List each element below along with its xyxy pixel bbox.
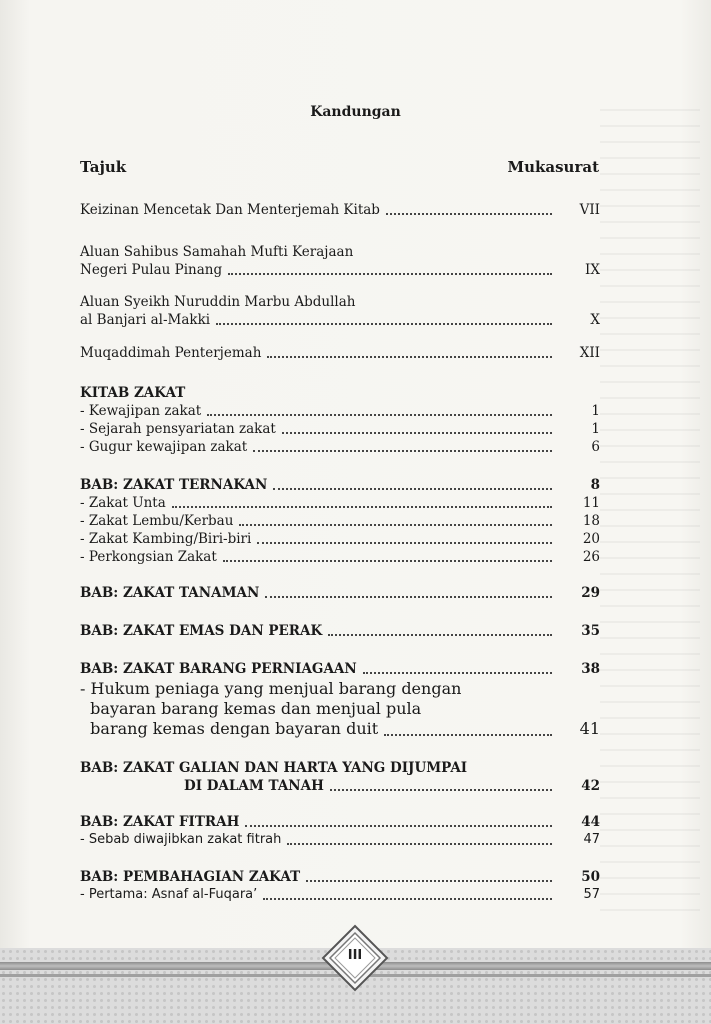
dot-leader [239, 524, 552, 526]
toc-entry-page: 1 [591, 421, 600, 437]
toc-entry-page: IX [585, 262, 600, 278]
toc-entry-title: Negeri Pulau Pinang [80, 262, 223, 278]
toc-entry-title: bayaran barang kemas dan menjual pula [80, 699, 422, 718]
dot-leader [306, 880, 552, 882]
toc-entry-title: - Zakat Kambing/Biri-biri [80, 531, 252, 547]
toc-entry-title: DI DALAM TANAH [184, 778, 324, 794]
toc-entry [80, 717, 600, 741]
toc-entry [80, 383, 600, 403]
toc-entry-page: 47 [583, 832, 600, 847]
toc-entry [80, 343, 600, 363]
toc-entry-page: X [590, 312, 600, 328]
dot-leader [265, 596, 552, 598]
toc-entry-title: Aluan Syeikh Nuruddin Marbu Abdullah [80, 294, 356, 310]
dot-leader [386, 213, 552, 215]
toc-entry-title: - Perkongsian Zakat [80, 549, 217, 565]
toc-entry-title: - Pertama: Asnaf al-Fuqara’ [80, 887, 258, 902]
toc-entry-title: Keizinan Mencetak Dan Menterjemah Kitab [80, 202, 380, 218]
dot-leader [207, 414, 552, 416]
dot-leader [245, 825, 552, 827]
toc-entry [80, 830, 600, 850]
toc-entry [80, 776, 600, 796]
toc-entry-page: 11 [582, 495, 600, 511]
show-through-text [600, 95, 700, 915]
toc-entry [80, 292, 600, 312]
dot-leader [172, 506, 552, 508]
toc-entry [80, 401, 600, 421]
toc-entry-page: 44 [581, 814, 600, 830]
toc-entry [80, 475, 600, 495]
toc-entry-page: 6 [591, 439, 600, 455]
toc-entry [80, 242, 600, 262]
toc-entry-page: 26 [582, 549, 600, 565]
toc-entry-page: 42 [581, 778, 600, 794]
dot-leader [273, 488, 552, 490]
toc-entry-title: barang kemas dengan bayaran duit [80, 719, 379, 738]
toc-entry-title: - Hukum peniaga yang menjual barang dengan [80, 679, 462, 698]
dot-leader [263, 898, 552, 900]
toc-entry-title: BAB: ZAKAT GALIAN DAN HARTA YANG DIJUMPAI [80, 760, 468, 776]
toc-entry-title: - Sebab diwajibkan zakat fitrah [80, 832, 282, 847]
page-number: III [347, 948, 363, 963]
toc-entry [80, 812, 600, 832]
toc-entry [80, 511, 600, 531]
toc-entry-title: - Zakat Lembu/Kerbau [80, 513, 234, 529]
toc-entry-page: 57 [583, 887, 600, 902]
toc-entry [80, 529, 600, 549]
toc-entry-title: - Sejarah pensyariatan zakat [80, 421, 276, 437]
toc-entry [80, 493, 600, 513]
dot-leader [216, 323, 552, 325]
toc-entry-title: - Gugur kewajipan zakat [80, 439, 248, 455]
toc-entry-title: al Banjari al-Makki [80, 312, 211, 328]
toc-entry-title: BAB: ZAKAT TERNAKAN [80, 477, 268, 493]
toc-entry-title: Aluan Sahibus Samahah Mufti Kerajaan [80, 244, 354, 260]
toc-entry-title: KITAB ZAKAT [80, 385, 186, 401]
toc-entry-title: BAB: ZAKAT TANAMAN [80, 585, 260, 601]
toc-entry [80, 200, 600, 220]
toc-entry-title: BAB: ZAKAT EMAS DAN PERAK [80, 623, 323, 639]
toc-entry [80, 419, 600, 439]
toc-entry-page: VII [579, 202, 600, 218]
dot-leader [253, 450, 552, 452]
toc-entry-page: 35 [581, 623, 600, 639]
toc-entry-title: BAB: ZAKAT FITRAH [80, 814, 240, 830]
dot-leader [228, 273, 552, 275]
toc-entry-page: 20 [582, 531, 600, 547]
dot-leader [287, 843, 552, 845]
toc-entry [80, 310, 600, 330]
toc-entry-page: 41 [579, 719, 600, 738]
toc-entry-title: Muqaddimah Penterjemah [80, 345, 262, 361]
toc-entry-title: - Kewajipan zakat [80, 403, 202, 419]
dot-leader [267, 356, 552, 358]
toc-heading: Kandungan [310, 104, 401, 120]
toc-entry [80, 621, 600, 641]
toc-entry-page: 29 [581, 585, 600, 601]
toc-entry [80, 758, 600, 778]
toc-entry-page: 18 [582, 513, 600, 529]
toc-entry [80, 260, 600, 280]
toc-entry-title: - Zakat Unta [80, 495, 166, 511]
dot-leader [363, 672, 552, 674]
toc-entry-page: XII [579, 345, 600, 361]
toc-entry [80, 547, 600, 567]
toc-entry [80, 659, 600, 679]
column-header-page: Mukasurat [507, 158, 599, 176]
toc-entry-title: BAB: PEMBAHAGIAN ZAKAT [80, 869, 301, 885]
column-header-title: Tajuk [80, 158, 127, 176]
toc-entry-page: 50 [581, 869, 600, 885]
toc-entry-title: BAB: ZAKAT BARANG PERNIAGAAN [80, 661, 357, 677]
toc-entry-page: 8 [590, 477, 600, 493]
toc-entry-page: 1 [591, 403, 600, 419]
toc-entry [80, 867, 600, 887]
dot-leader [330, 789, 552, 791]
dot-leader [223, 560, 552, 562]
dot-leader [257, 542, 552, 544]
dot-leader [282, 432, 552, 434]
toc-entry [80, 437, 600, 457]
toc-entry-page: 38 [581, 661, 600, 677]
dot-leader [384, 734, 552, 736]
toc-entry [80, 885, 600, 905]
dot-leader [328, 634, 552, 636]
toc-entry [80, 583, 600, 603]
